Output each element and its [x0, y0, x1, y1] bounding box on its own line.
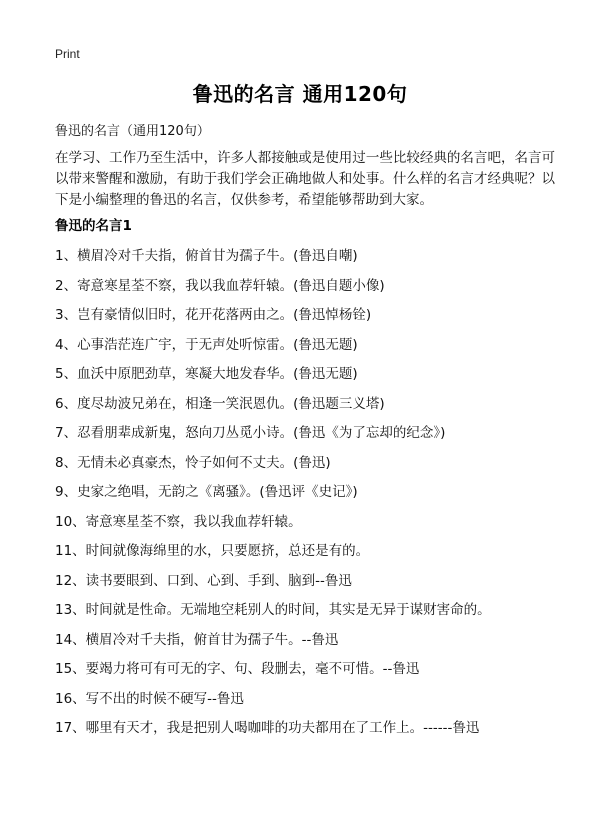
- quote-item-8: 8、无情未必真豪杰，怜子如何不丈夫。(鲁迅): [55, 454, 331, 471]
- quote-item-13: 13、时间就是性命。无端地空耗别人的时间，其实是无异于谋财害命的。: [55, 602, 491, 618]
- quote-item-11: 11、时间就像海绵里的水，只要愿挤，总还是有的。: [55, 543, 370, 559]
- quote-item-15: 15、要竭力将可有可无的字、句、段删去，毫不可惜。--鲁迅: [55, 661, 420, 677]
- quote-item-9: 9、史家之绝唱，无韵之《离骚》。(鲁迅评《史记》): [55, 484, 358, 500]
- page-title: 鲁迅的名言 通用120句: [192, 82, 408, 106]
- quote-item-6: 6、度尽劫波兄弟在，相逢一笑泯恩仇。(鲁迅题三义塔): [55, 395, 385, 412]
- quote-item-1: 1、横眉冷对千夫指，俯首甘为孺子牛。(鲁迅自嘲): [55, 248, 358, 264]
- section-heading: 鲁迅的名言1: [55, 218, 132, 234]
- document-subtitle: 鲁迅的名言（通用120句）: [55, 124, 210, 139]
- quote-list: [55, 246, 575, 748]
- quote-item-14: 14、横眉冷对千夫指，俯首甘为孺子牛。--鲁迅: [55, 631, 339, 648]
- quote-item-7: 7、忍看朋辈成新鬼，怒向刀丛觅小诗。(鲁迅《为了忘却的纪念》): [55, 425, 446, 441]
- quote-item-4: 4、心事浩茫连广宇，于无声处听惊雷。(鲁迅无题): [55, 336, 358, 353]
- print-link[interactable]: Print: [55, 47, 80, 61]
- quote-item-17: 17、哪里有天才，我是把别人喝咖啡的功夫都用在了工作上。------鲁迅: [55, 720, 480, 736]
- quote-item-5: 5、血沃中原肥劲草，寒凝大地发春华。(鲁迅无题): [55, 366, 358, 382]
- quote-item-10: 10、寄意寒星荃不察，我以我血荐轩辕。: [55, 513, 302, 530]
- quote-item-2: 2、寄意寒星荃不察，我以我血荐轩辕。(鲁迅自题小像): [55, 277, 385, 294]
- quote-item-3: 3、岂有豪情似旧时，花开花落两由之。(鲁迅悼杨铨): [55, 307, 372, 323]
- quote-item-16: 16、写不出的时候不硬写--鲁迅: [55, 690, 244, 707]
- quote-item-12: 12、读书要眼到、口到、心到、手到、脑到--鲁迅: [55, 572, 352, 589]
- intro-paragraph: 在学习、工作乃至生活中，许多人都接触或是使用过一些比较经典的名言吧，名言可以带来警醒和激励，有助于我们学会正确地做人和处事。什么样的名言才经典呢？以下是小编整理的鲁迅的名言，仅供参考，希望能够帮助到大家。: [55, 150, 555, 208]
